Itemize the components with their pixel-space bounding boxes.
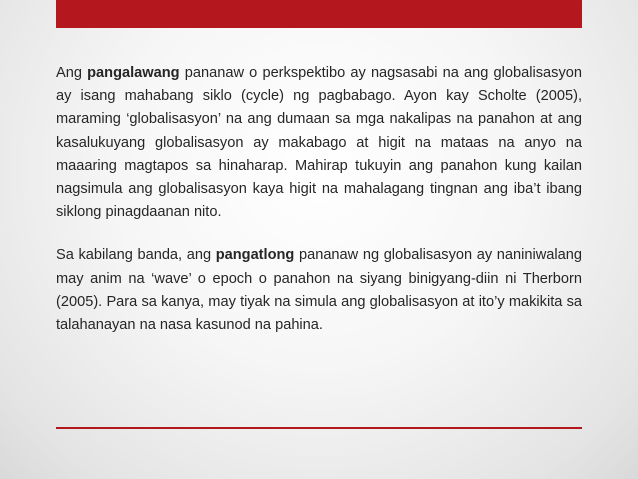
- paragraph-pangatlong: [56, 244, 582, 337]
- slide-body: [56, 62, 582, 337]
- footer-rule: [56, 427, 582, 429]
- paragraph-2-rest: pananaw ng globalisasyon ay naniniwalang may anim na ‘wave’ o epoch o panahon na siyang binigyang-diin ni Therborn (2005). Para sa kanya, may tiyak na simula ang globalisasyon at ito’y makikita sa talahanayan na nasa kasunod na pahina.: [56, 247, 582, 334]
- paragraph-1-bold-term: pangalawang: [87, 65, 180, 81]
- paragraph-2-lead: Sa kabilang banda, ang: [56, 247, 216, 264]
- paragraph-pangalawang: [56, 62, 582, 224]
- paragraph-2-bold-term: pangatlong: [215, 247, 295, 264]
- paragraph-1-lead: Ang: [56, 65, 88, 81]
- paragraph-1-rest: pananaw o perkspektibo ay nagsasabi na ang globalisasyon ay isang mahabang siklo (cycle) ng pagbabago. Ayon kay Scholte (2005), maraming ‘globalisasyon’ na ang dumaan sa mga nakalipas na panahon at ang kasalukuyang globalisasyon ay makabago at higit na mataas na anyo na maaaring magtapos sa hinaharap. Mahirap tukuyin ang panahon kung kailan nagsimula ang globalisasyon kaya higit na mahalagang tingnan ang iba’t ibang siklong pinagdaanan nito.: [56, 65, 582, 221]
- header-accent-bar: [56, 0, 582, 28]
